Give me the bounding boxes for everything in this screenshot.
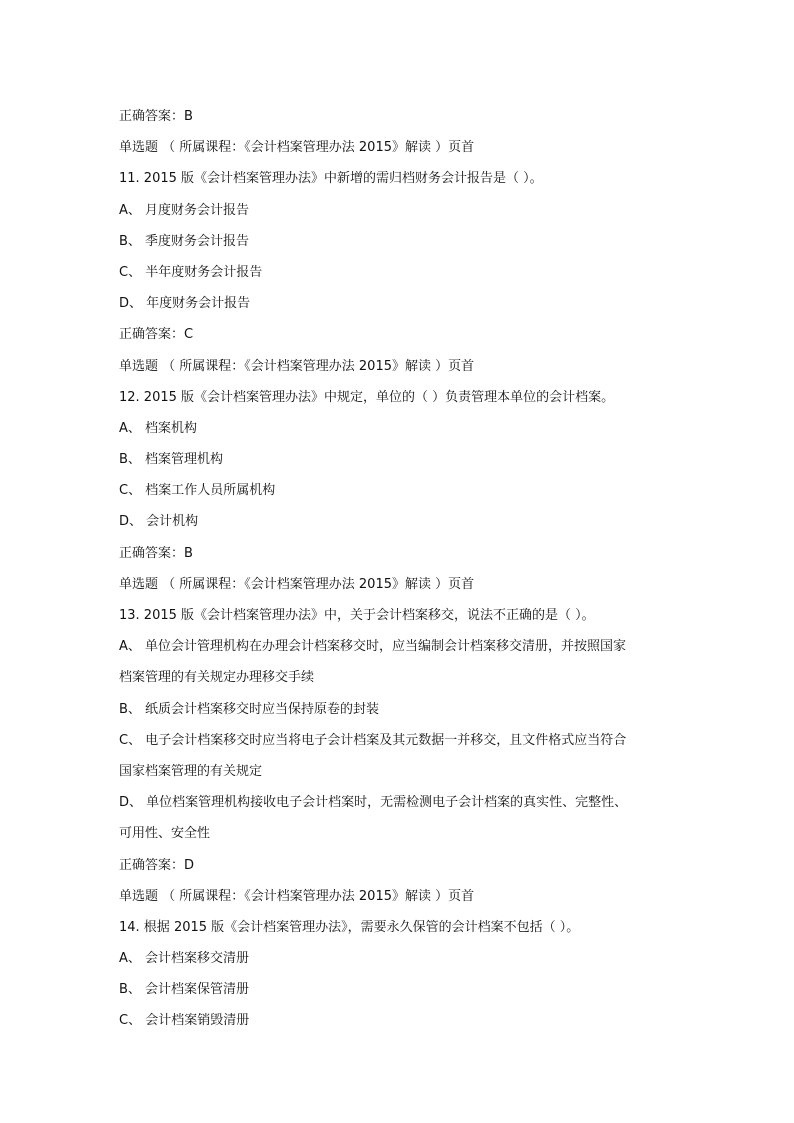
option-a-part1: A、 单位会计管理机构在办理会计档案移交时，应当编制会计档案移交清册，并按照国家 bbox=[119, 639, 627, 655]
option-d-part2: 可用性、安全性 bbox=[119, 826, 211, 842]
course-line: 单选题 （ 所属课程：《会计档案管理办法 2015》解读 ）页首 bbox=[119, 358, 475, 374]
option-a-part2: 档案管理的有关规定办理移交手续 bbox=[119, 670, 315, 686]
course-line: 单选题 （ 所属课程：《会计档案管理办法 2015》解读 ）页首 bbox=[119, 576, 475, 592]
option-a: A、 月度财务会计报告 bbox=[119, 202, 250, 218]
option-a: A、 档案机构 bbox=[119, 420, 198, 436]
question-12: 12. 2015 版《会计档案管理办法》中规定，单位的（ ）负责管理本单位的会计档案。 bbox=[119, 389, 615, 405]
option-d: D、 年度财务会计报告 bbox=[119, 296, 251, 312]
option-c-part1: C、 电子会计档案移交时应当将电子会计档案及其元数据一并移交，且文件格式应当符合 bbox=[119, 732, 627, 748]
option-d: D、 会计机构 bbox=[119, 514, 199, 530]
answer-line-11: 正确答案：C bbox=[119, 327, 194, 343]
answer-line-12: 正确答案：B bbox=[119, 545, 193, 561]
option-b: B、 会计档案保管清册 bbox=[119, 982, 250, 998]
answer-line-13: 正确答案：D bbox=[119, 857, 195, 873]
option-d-part1: D、 单位档案管理机构接收电子会计档案时，无需检测电子会计档案的真实性、完整性、 bbox=[119, 795, 628, 811]
answer-line-10: 正确答案：B bbox=[119, 109, 193, 124]
course-line: 单选题 （ 所属课程：《会计档案管理办法 2015》解读 ）页首 bbox=[119, 140, 475, 156]
option-b: B、 纸质会计档案移交时应当保持原卷的封装 bbox=[119, 701, 380, 717]
option-b: B、 季度财务会计报告 bbox=[119, 233, 250, 249]
course-line: 单选题 （ 所属课程：《会计档案管理办法 2015》解读 ）页首 bbox=[119, 888, 475, 904]
option-c-part2: 国家档案管理的有关规定 bbox=[119, 763, 263, 779]
question-14: 14. 根据 2015 版《会计档案管理办法》，需要永久保管的会计档案不包括（ ）。 bbox=[119, 919, 580, 935]
option-a: A、 会计档案移交清册 bbox=[119, 951, 250, 967]
option-c: C、 会计档案销毁清册 bbox=[119, 1013, 250, 1029]
question-13: 13. 2015 版《会计档案管理办法》中，关于会计档案移交，说法不正确的是（ ）。 bbox=[119, 608, 595, 623]
option-b: B、 档案管理机构 bbox=[119, 452, 224, 468]
option-c: C、 半年度财务会计报告 bbox=[119, 264, 263, 280]
question-11: 11. 2015 版《会计档案管理办法》中新增的需归档财务会计报告是（ ）。 bbox=[119, 171, 543, 187]
document-body bbox=[119, 101, 679, 1037]
option-c: C、 档案工作人员所属机构 bbox=[119, 483, 276, 499]
